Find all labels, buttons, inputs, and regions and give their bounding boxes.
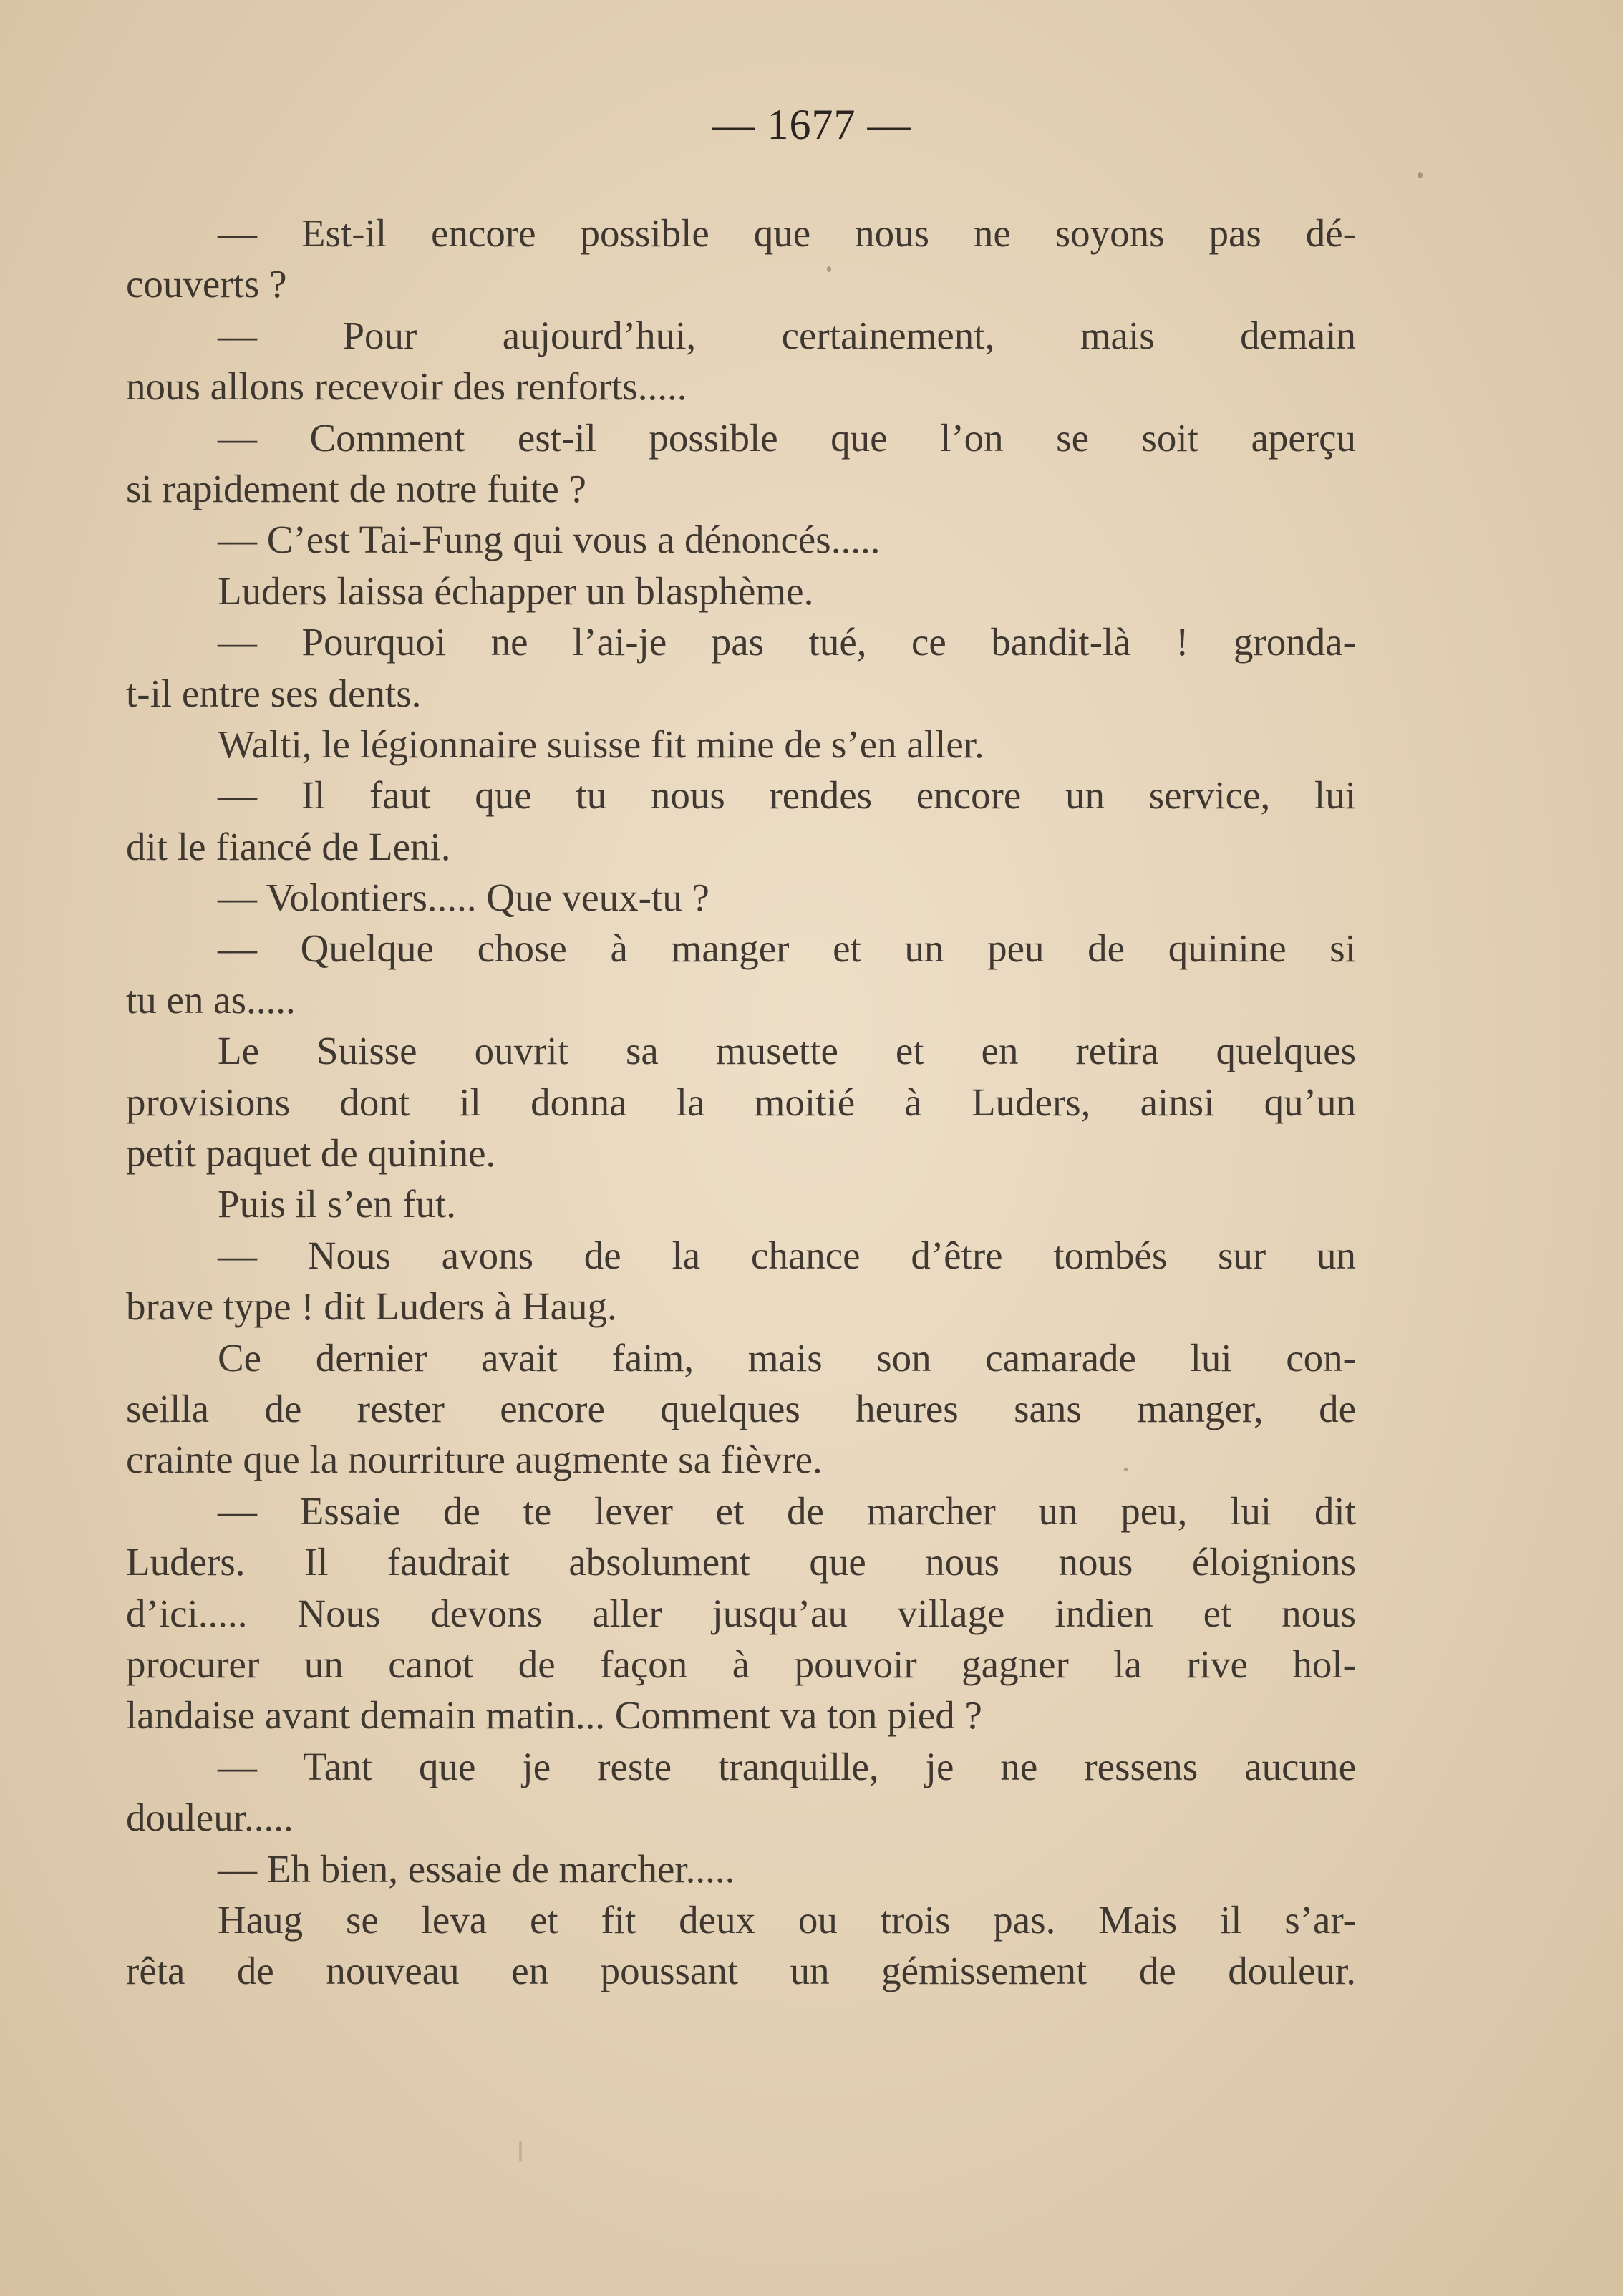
text-line: — Est-il encore possible que nous ne soyons pas dé- xyxy=(218,211,1356,255)
text-line: d’ici..... Nous devons aller jusqu’au village indien et nous xyxy=(126,1591,1356,1635)
text-line: procurer un canot de façon à pouvoir gagner la rive hol- xyxy=(126,1642,1356,1686)
text-line: t-il entre ses dents. xyxy=(126,671,422,715)
paper-speck xyxy=(519,2141,522,2162)
text-line: — Pourquoi ne l’ai-je pas tué, ce bandit-là ! gronda- xyxy=(218,620,1356,664)
text-line: dit le fiancé de Leni. xyxy=(126,824,451,868)
text-line: — Pour aujourd’hui, certainement, mais demain xyxy=(218,313,1356,357)
text-line: Puis il s’en fut. xyxy=(218,1182,457,1226)
text-line: rêta de nouveau en poussant un gémissement de douleur. xyxy=(126,1949,1356,1993)
text-line: — Quelque chose à manger et un peu de quinine si xyxy=(218,926,1356,971)
text-line: Le Suisse ouvrit sa musette et en retira quelques xyxy=(218,1029,1356,1073)
paper-speck xyxy=(1124,1468,1128,1471)
text-line: Haug se leva et fit deux ou trois pas. Mais il s’ar- xyxy=(218,1897,1356,1942)
text-line: landaise avant demain matin... Comment va ton pied ? xyxy=(126,1693,982,1738)
body-text xyxy=(126,208,1356,1997)
text-line: — Il faut que tu nous rendes encore un service, lui xyxy=(218,773,1356,818)
text-line: — Volontiers..... Que veux-tu ? xyxy=(218,876,709,920)
text-line: — Essaie de te lever et de marcher un peu, lui dit xyxy=(218,1488,1356,1533)
paper-speck xyxy=(827,266,831,272)
paper-speck xyxy=(1418,172,1423,178)
text-line: crainte que la nourriture augmente sa fièvre. xyxy=(126,1438,823,1482)
text-line: seilla de rester encore quelques heures sans manger, de xyxy=(126,1386,1356,1430)
text-line: — Eh bien, essaie de marcher..... xyxy=(218,1846,735,1891)
text-line: provisions dont il donna la moitié à Luders, ainsi qu’un xyxy=(126,1080,1356,1124)
text-line: — C’est Tai-Fung qui vous a dénoncés..... xyxy=(218,518,881,562)
text-line: — Comment est-il possible que l’on se soit aperçu xyxy=(218,415,1356,460)
text-line: brave type ! dit Luders à Haug. xyxy=(126,1284,617,1329)
text-line: Luders laissa échapper un blasphème. xyxy=(218,568,814,613)
text-line: — Tant que je reste tranquille, je ne ressens aucune xyxy=(218,1744,1356,1788)
text-line: douleur..... xyxy=(126,1796,294,1840)
page-number: — 1677 — xyxy=(712,101,911,148)
text-line: — Nous avons de la chance d’être tombés sur un xyxy=(218,1233,1356,1277)
text-line: Walti, le légionnaire suisse fit mine de s’en aller. xyxy=(218,722,984,766)
text-line: nous allons recevoir des renforts..... xyxy=(126,364,687,409)
text-line: petit paquet de quinine. xyxy=(126,1131,496,1176)
text-line: si rapidement de notre fuite ? xyxy=(126,466,586,510)
text-line: tu en as..... xyxy=(126,977,296,1022)
text-line: Ce dernier avait faim, mais son camarade lui con- xyxy=(218,1335,1356,1380)
text-line: Luders. Il faudrait absolument que nous nous éloignions xyxy=(126,1540,1356,1584)
text-line: couverts ? xyxy=(126,262,287,306)
